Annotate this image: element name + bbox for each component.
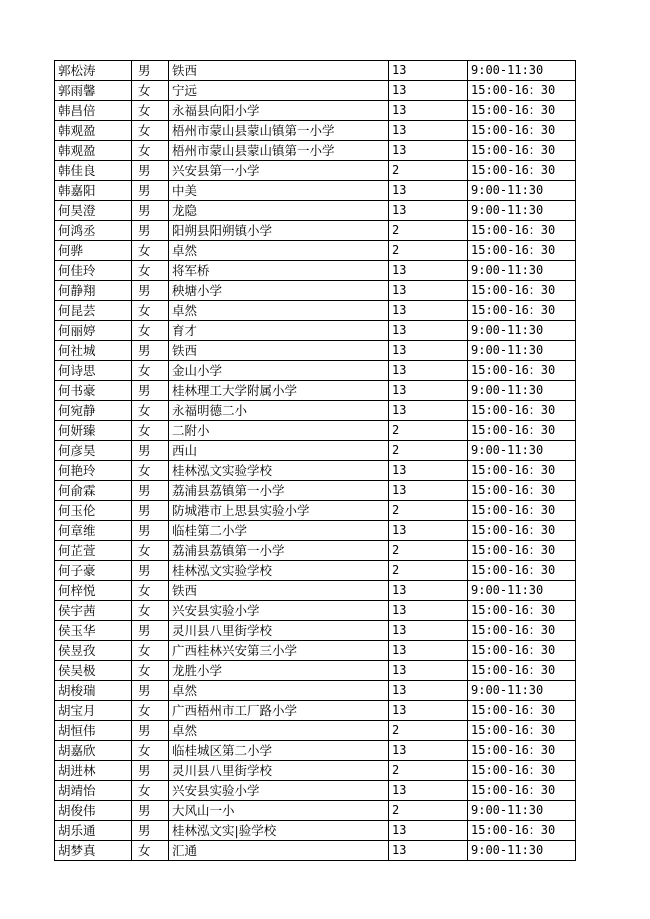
student-name-cell: 何丽婷 xyxy=(55,321,132,341)
number-cell: 13 xyxy=(389,261,468,281)
time-slot-cell: 9:00-11:30 xyxy=(468,61,576,81)
student-name-cell: 郭松涛 xyxy=(55,61,132,81)
gender-cell: 女 xyxy=(132,141,169,161)
gender-cell: 男 xyxy=(132,521,169,541)
number-cell: 13 xyxy=(389,461,468,481)
school-cell: 永福县向阳小学 xyxy=(169,101,389,121)
time-slot-cell: 15:00-16：30 xyxy=(468,161,576,181)
student-name-cell: 何艳玲 xyxy=(55,461,132,481)
school-cell: 卓然 xyxy=(169,301,389,321)
student-name-cell: 胡嘉欣 xyxy=(55,741,132,761)
time-slot-cell: 9:00-11:30 xyxy=(468,261,576,281)
student-name-cell: 胡俊伟 xyxy=(55,801,132,821)
school-cell: 铁西 xyxy=(169,61,389,81)
school-cell: 灵川县八里街学校 xyxy=(169,621,389,641)
time-slot-cell: 15:00-16：30 xyxy=(468,641,576,661)
gender-cell: 男 xyxy=(132,761,169,781)
school-cell: 桂林泓文实|验学校 xyxy=(169,821,389,841)
number-cell: 13 xyxy=(389,581,468,601)
table-row xyxy=(55,701,576,721)
number-cell: 13 xyxy=(389,81,468,101)
gender-cell: 女 xyxy=(132,841,169,861)
table-row xyxy=(55,821,576,841)
gender-cell: 女 xyxy=(132,261,169,281)
school-cell: 将军桥 xyxy=(169,261,389,281)
time-slot-cell: 9:00-11:30 xyxy=(468,801,576,821)
roster-rows xyxy=(55,61,576,861)
student-name-cell: 胡乐通 xyxy=(55,821,132,841)
table-row xyxy=(55,401,576,421)
time-slot-cell: 9:00-11:30 xyxy=(468,341,576,361)
student-name-cell: 胡梦真 xyxy=(55,841,132,861)
time-slot-cell: 9:00-11:30 xyxy=(468,181,576,201)
time-slot-cell: 15:00-16：30 xyxy=(468,361,576,381)
student-name-cell: 何玉伦 xyxy=(55,501,132,521)
student-name-cell: 郭雨馨 xyxy=(55,81,132,101)
table-row xyxy=(55,81,576,101)
table-row xyxy=(55,621,576,641)
table-row xyxy=(55,841,576,861)
school-cell: 广西梧州市工厂路小学 xyxy=(169,701,389,721)
table-row xyxy=(55,481,576,501)
table-row xyxy=(55,121,576,141)
time-slot-cell: 15:00-16：30 xyxy=(468,721,576,741)
number-cell: 13 xyxy=(389,61,468,81)
school-cell: 中美 xyxy=(169,181,389,201)
school-cell: 荔浦县荔镇第一小学 xyxy=(169,481,389,501)
table-row xyxy=(55,521,576,541)
number-cell: 2 xyxy=(389,221,468,241)
student-name-cell: 何梓悦 xyxy=(55,581,132,601)
gender-cell: 男 xyxy=(132,621,169,641)
table-row xyxy=(55,761,576,781)
number-cell: 13 xyxy=(389,821,468,841)
gender-cell: 女 xyxy=(132,461,169,481)
gender-cell: 男 xyxy=(132,561,169,581)
time-slot-cell: 15:00-16：30 xyxy=(468,501,576,521)
number-cell: 13 xyxy=(389,601,468,621)
number-cell: 2 xyxy=(389,801,468,821)
student-name-cell: 何静翔 xyxy=(55,281,132,301)
school-cell: 兴安县实验小学 xyxy=(169,601,389,621)
gender-cell: 女 xyxy=(132,321,169,341)
time-slot-cell: 15:00-16：30 xyxy=(468,281,576,301)
student-name-cell: 胡宝月 xyxy=(55,701,132,721)
school-cell: 卓然 xyxy=(169,721,389,741)
student-name-cell: 何社城 xyxy=(55,341,132,361)
gender-cell: 女 xyxy=(132,81,169,101)
number-cell: 2 xyxy=(389,761,468,781)
time-slot-cell: 15:00-16：30 xyxy=(468,221,576,241)
school-cell: 金山小学 xyxy=(169,361,389,381)
student-name-cell: 何彦昊 xyxy=(55,441,132,461)
student-name-cell: 何芷萱 xyxy=(55,541,132,561)
gender-cell: 女 xyxy=(132,241,169,261)
number-cell: 13 xyxy=(389,361,468,381)
school-cell: 临桂城区第二小学 xyxy=(169,741,389,761)
time-slot-cell: 9:00-11:30 xyxy=(468,321,576,341)
time-slot-cell: 9:00-11:30 xyxy=(468,441,576,461)
number-cell: 13 xyxy=(389,741,468,761)
time-slot-cell: 15:00-16：30 xyxy=(468,461,576,481)
number-cell: 13 xyxy=(389,841,468,861)
time-slot-cell: 15:00-16：30 xyxy=(468,781,576,801)
student-name-cell: 何章维 xyxy=(55,521,132,541)
student-name-cell: 何骅 xyxy=(55,241,132,261)
roster-table xyxy=(54,60,576,861)
school-cell: 秧塘小学 xyxy=(169,281,389,301)
gender-cell: 男 xyxy=(132,441,169,461)
time-slot-cell: 15:00-16：30 xyxy=(468,621,576,641)
number-cell: 13 xyxy=(389,701,468,721)
number-cell: 13 xyxy=(389,141,468,161)
number-cell: 2 xyxy=(389,561,468,581)
time-slot-cell: 15:00-16：30 xyxy=(468,821,576,841)
number-cell: 13 xyxy=(389,481,468,501)
number-cell: 2 xyxy=(389,161,468,181)
school-cell: 防城港市上思县实验小学 xyxy=(169,501,389,521)
student-name-cell: 何昆芸 xyxy=(55,301,132,321)
time-slot-cell: 9:00-11:30 xyxy=(468,681,576,701)
table-row xyxy=(55,221,576,241)
gender-cell: 女 xyxy=(132,301,169,321)
student-name-cell: 何俞霖 xyxy=(55,481,132,501)
time-slot-cell: 9:00-11:30 xyxy=(468,581,576,601)
student-name-cell: 韩嘉阳 xyxy=(55,181,132,201)
table-row xyxy=(55,781,576,801)
table-row xyxy=(55,181,576,201)
gender-cell: 男 xyxy=(132,201,169,221)
school-cell: 大风山一小 xyxy=(169,801,389,821)
time-slot-cell: 9:00-11:30 xyxy=(468,841,576,861)
number-cell: 13 xyxy=(389,201,468,221)
school-cell: 铁西 xyxy=(169,581,389,601)
time-slot-cell: 15:00-16：30 xyxy=(468,741,576,761)
table-row xyxy=(55,281,576,301)
table-row xyxy=(55,101,576,121)
gender-cell: 男 xyxy=(132,801,169,821)
table-row xyxy=(55,741,576,761)
student-name-cell: 侯昱孜 xyxy=(55,641,132,661)
number-cell: 13 xyxy=(389,301,468,321)
number-cell: 13 xyxy=(389,381,468,401)
student-name-cell: 何妍臻 xyxy=(55,421,132,441)
time-slot-cell: 15:00-16：30 xyxy=(468,81,576,101)
table-row xyxy=(55,641,576,661)
student-name-cell: 何昊澄 xyxy=(55,201,132,221)
gender-cell: 男 xyxy=(132,221,169,241)
gender-cell: 女 xyxy=(132,581,169,601)
time-slot-cell: 15:00-16：30 xyxy=(468,561,576,581)
school-cell: 卓然 xyxy=(169,241,389,261)
student-name-cell: 侯玉华 xyxy=(55,621,132,641)
gender-cell: 男 xyxy=(132,481,169,501)
school-cell: 广西桂林兴安第三小学 xyxy=(169,641,389,661)
table-row xyxy=(55,681,576,701)
student-name-cell: 何书豪 xyxy=(55,381,132,401)
gender-cell: 男 xyxy=(132,821,169,841)
student-name-cell: 侯吴极 xyxy=(55,661,132,681)
gender-cell: 女 xyxy=(132,741,169,761)
student-name-cell: 何宛静 xyxy=(55,401,132,421)
number-cell: 2 xyxy=(389,421,468,441)
table-row xyxy=(55,541,576,561)
table-row xyxy=(55,581,576,601)
time-slot-cell: 15:00-16：30 xyxy=(468,421,576,441)
time-slot-cell: 15:00-16：30 xyxy=(468,661,576,681)
number-cell: 13 xyxy=(389,681,468,701)
table-row xyxy=(55,601,576,621)
gender-cell: 男 xyxy=(132,281,169,301)
number-cell: 13 xyxy=(389,121,468,141)
time-slot-cell: 9:00-11:30 xyxy=(468,201,576,221)
gender-cell: 女 xyxy=(132,421,169,441)
school-cell: 梧州市蒙山县蒙山镇第一小学 xyxy=(169,141,389,161)
number-cell: 13 xyxy=(389,101,468,121)
gender-cell: 女 xyxy=(132,121,169,141)
student-name-cell: 韩观盈 xyxy=(55,121,132,141)
table-row xyxy=(55,661,576,681)
table-row xyxy=(55,241,576,261)
table-row xyxy=(55,441,576,461)
gender-cell: 男 xyxy=(132,181,169,201)
student-name-cell: 何子豪 xyxy=(55,561,132,581)
roster-sheet xyxy=(54,60,575,861)
number-cell: 2 xyxy=(389,241,468,261)
time-slot-cell: 15:00-16：30 xyxy=(468,121,576,141)
table-row xyxy=(55,141,576,161)
school-cell: 桂林泓文实验学校 xyxy=(169,561,389,581)
time-slot-cell: 15:00-16：30 xyxy=(468,521,576,541)
school-cell: 二附小 xyxy=(169,421,389,441)
school-cell: 宁远 xyxy=(169,81,389,101)
number-cell: 13 xyxy=(389,521,468,541)
gender-cell: 女 xyxy=(132,541,169,561)
table-row xyxy=(55,721,576,741)
table-row xyxy=(55,501,576,521)
number-cell: 13 xyxy=(389,661,468,681)
school-cell: 龙胜小学 xyxy=(169,661,389,681)
time-slot-cell: 15:00-16：30 xyxy=(468,701,576,721)
student-name-cell: 胡恒伟 xyxy=(55,721,132,741)
gender-cell: 男 xyxy=(132,501,169,521)
gender-cell: 男 xyxy=(132,721,169,741)
student-name-cell: 韩观盈 xyxy=(55,141,132,161)
student-name-cell: 侯宇茜 xyxy=(55,601,132,621)
table-row xyxy=(55,341,576,361)
student-name-cell: 何鸿丞 xyxy=(55,221,132,241)
school-cell: 灵川县八里街学校 xyxy=(169,761,389,781)
school-cell: 铁西 xyxy=(169,341,389,361)
table-row xyxy=(55,201,576,221)
table-row xyxy=(55,561,576,581)
table-row xyxy=(55,161,576,181)
school-cell: 临桂第二小学 xyxy=(169,521,389,541)
student-name-cell: 胡梭瑞 xyxy=(55,681,132,701)
gender-cell: 男 xyxy=(132,381,169,401)
table-row xyxy=(55,801,576,821)
table-row xyxy=(55,421,576,441)
number-cell: 2 xyxy=(389,721,468,741)
gender-cell: 女 xyxy=(132,101,169,121)
school-cell: 桂林泓文实验学校 xyxy=(169,461,389,481)
school-cell: 卓然 xyxy=(169,681,389,701)
time-slot-cell: 15:00-16：30 xyxy=(468,101,576,121)
gender-cell: 女 xyxy=(132,601,169,621)
student-name-cell: 胡进林 xyxy=(55,761,132,781)
number-cell: 13 xyxy=(389,321,468,341)
gender-cell: 男 xyxy=(132,161,169,181)
gender-cell: 男 xyxy=(132,681,169,701)
school-cell: 育才 xyxy=(169,321,389,341)
gender-cell: 男 xyxy=(132,341,169,361)
time-slot-cell: 15:00-16：30 xyxy=(468,481,576,501)
table-row xyxy=(55,61,576,81)
gender-cell: 女 xyxy=(132,701,169,721)
school-cell: 荔浦县荔镇第一小学 xyxy=(169,541,389,561)
table-row xyxy=(55,381,576,401)
school-cell: 兴安县实验小学 xyxy=(169,781,389,801)
table-row xyxy=(55,461,576,481)
school-cell: 阳朔县阳朔镇小学 xyxy=(169,221,389,241)
student-name-cell: 胡靖怡 xyxy=(55,781,132,801)
table-row xyxy=(55,321,576,341)
time-slot-cell: 15:00-16：30 xyxy=(468,541,576,561)
time-slot-cell: 15:00-16：30 xyxy=(468,141,576,161)
gender-cell: 女 xyxy=(132,781,169,801)
student-name-cell: 韩佳良 xyxy=(55,161,132,181)
number-cell: 13 xyxy=(389,781,468,801)
table-row xyxy=(55,361,576,381)
student-name-cell: 韩昌倍 xyxy=(55,101,132,121)
student-name-cell: 何佳玲 xyxy=(55,261,132,281)
number-cell: 13 xyxy=(389,281,468,301)
gender-cell: 女 xyxy=(132,361,169,381)
number-cell: 13 xyxy=(389,641,468,661)
time-slot-cell: 15:00-16：30 xyxy=(468,301,576,321)
gender-cell: 女 xyxy=(132,401,169,421)
school-cell: 永福明德二小 xyxy=(169,401,389,421)
gender-cell: 女 xyxy=(132,641,169,661)
number-cell: 2 xyxy=(389,501,468,521)
school-cell: 兴安县第一小学 xyxy=(169,161,389,181)
school-cell: 梧州市蒙山县蒙山镇第一小学 xyxy=(169,121,389,141)
gender-cell: 男 xyxy=(132,61,169,81)
time-slot-cell: 15:00-16：30 xyxy=(468,241,576,261)
school-cell: 汇通 xyxy=(169,841,389,861)
number-cell: 2 xyxy=(389,441,468,461)
time-slot-cell: 15:00-16：30 xyxy=(468,601,576,621)
time-slot-cell: 15:00-16：30 xyxy=(468,401,576,421)
student-name-cell: 何诗思 xyxy=(55,361,132,381)
number-cell: 13 xyxy=(389,401,468,421)
number-cell: 2 xyxy=(389,541,468,561)
school-cell: 西山 xyxy=(169,441,389,461)
school-cell: 桂林理工大学附属小学 xyxy=(169,381,389,401)
gender-cell: 女 xyxy=(132,661,169,681)
time-slot-cell: 15:00-16：30 xyxy=(468,761,576,781)
number-cell: 13 xyxy=(389,341,468,361)
number-cell: 13 xyxy=(389,181,468,201)
table-row xyxy=(55,301,576,321)
number-cell: 13 xyxy=(389,621,468,641)
school-cell: 龙隐 xyxy=(169,201,389,221)
time-slot-cell: 9:00-11:30 xyxy=(468,381,576,401)
table-row xyxy=(55,261,576,281)
